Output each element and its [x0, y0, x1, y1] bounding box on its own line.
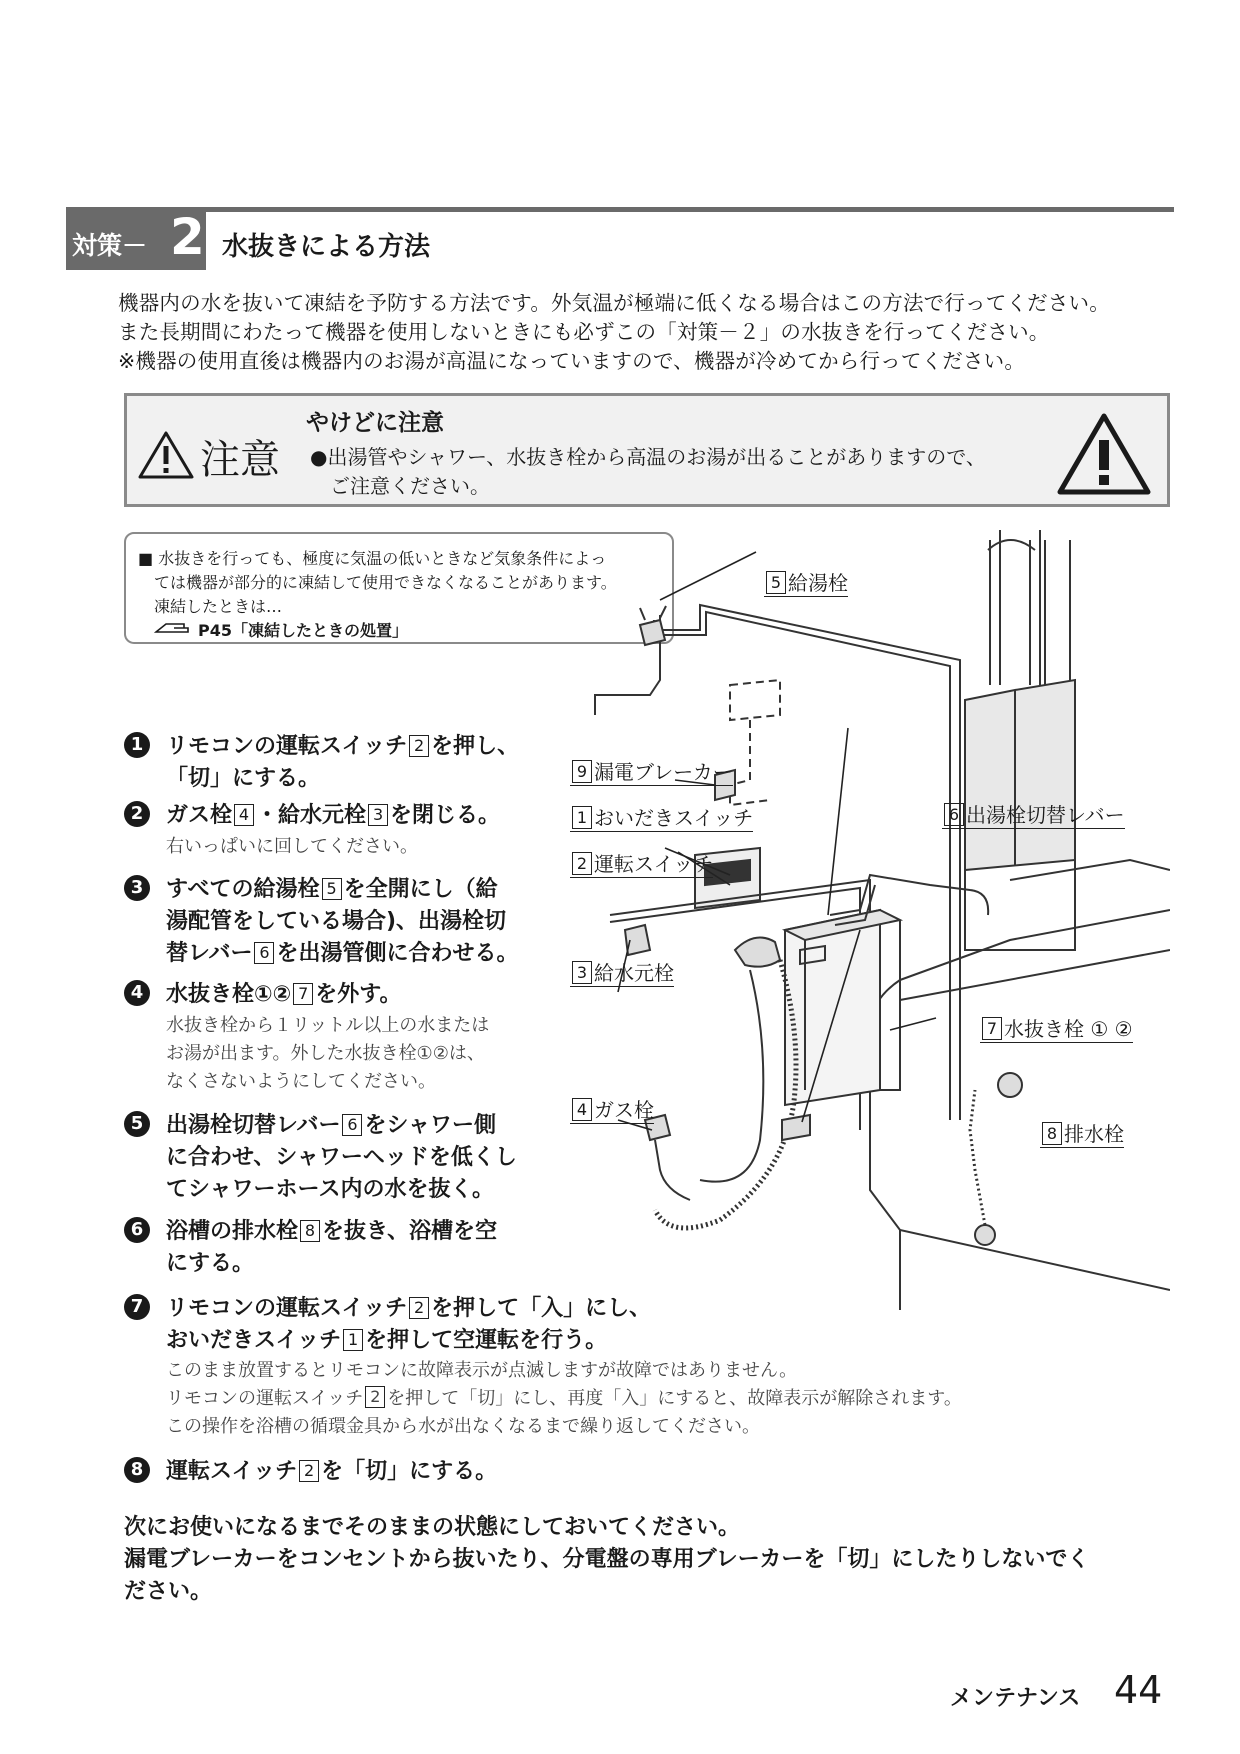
ref-box: 7 [293, 983, 313, 1005]
step-1-number: 1 [124, 732, 150, 758]
step-2-number: 2 [124, 801, 150, 827]
callout-bath-drain [1040, 1118, 1124, 1147]
step-5-line-2: に合わせ、シャワーヘッドを低くし [166, 1145, 517, 1170]
step-1-text: リモコンの運転スイッチ [166, 734, 408, 759]
step-7-number: 7 [124, 1294, 150, 1320]
step-3-line-1 [166, 872, 498, 903]
caution-text-1: ●出湯管やシャワー、水抜き栓から高温のお湯が出ることがありますので、 [310, 445, 986, 469]
step-2-text: ・給水元栓 [256, 803, 367, 828]
step-7-text: おいだきスイッチ [166, 1328, 342, 1353]
callout-breaker [570, 756, 733, 785]
badge-prefix: 対策－ [72, 231, 148, 260]
ref-box: 5 [322, 878, 342, 900]
section-badge [66, 208, 206, 270]
caution-heading: やけどに注意 [306, 410, 444, 436]
intro-line-1: 機器内の水を抜いて凍結を予防する方法です。外気温が極端に低くなる場合はこの方法で行ってください。 [118, 291, 1110, 315]
ref-box: 8 [300, 1220, 320, 1242]
ref-box: 5 [766, 571, 786, 594]
step-4-number: 4 [124, 980, 150, 1006]
callout-label: 運転スイッチ [594, 852, 714, 876]
step-4-sub-1: 水抜き栓から１リットル以上の水または [166, 1015, 490, 1036]
water-heater-diagram [570, 530, 1170, 1320]
ref-box: 3 [572, 961, 592, 984]
step-7-sub-1: このまま放置するとリモコンに故障表示が点滅しますが故障ではありません。 [166, 1360, 798, 1381]
ref-box: 2 [365, 1386, 385, 1408]
step-3-text: を出湯管側に合わせる。 [276, 941, 519, 966]
step-2-sub-1: 右いっぱいに回してください。 [166, 836, 418, 857]
step-3-text: を全開にし（給 [343, 877, 498, 902]
page-number: 44 [1114, 1668, 1163, 1712]
intro-line-3: ※機器の使用直後は機器内のお湯が高温になっていますので、機器が冷めてから行ってください。 [118, 349, 1026, 373]
step-3-text: 替レバー [166, 941, 253, 966]
step-2-text: ガス栓 [166, 803, 233, 828]
closing-line-2: 漏電ブレーカーをコンセントから抜いたり、分電盤の専用ブレーカーを「切」にしたりしないでく [124, 1547, 1090, 1572]
step-3-text: すべての給湯栓 [166, 877, 320, 902]
page-title: 水抜きによる方法 [222, 232, 431, 262]
step-7-text: を押して「入」にし、 [431, 1296, 652, 1321]
ref-box: 4 [572, 1098, 592, 1121]
ref-box: 6 [342, 1114, 362, 1136]
step-8-number: 8 [124, 1457, 150, 1483]
step-5-text: 出湯栓切替レバー [166, 1113, 341, 1138]
note-line-2: ては機器が部分的に凍結して使用できなくなることがあります。 [154, 573, 617, 592]
caution-label: 注意 [200, 437, 280, 483]
callout-label: 給水元栓 [594, 961, 674, 985]
step-6-line-1 [166, 1214, 497, 1245]
step-4-sub-3: なくさないようにしてください。 [166, 1071, 436, 1092]
ref-box: 3 [368, 804, 388, 826]
step-4-text: 水抜き栓①② [166, 982, 292, 1007]
callout-label: 漏電ブレーカー [594, 760, 733, 784]
step-7-sub-3: この操作を浴槽の循環金具から水が出なくなるまで繰り返してください。 [166, 1416, 760, 1437]
callout-label: 出湯栓切替レバー [966, 803, 1125, 827]
closing-line-1: 次にお使いになるまでそのままの状態にしておいてください。 [124, 1515, 741, 1540]
step-8-text: 運転スイッチ [166, 1459, 298, 1484]
step-7-text: リモコンの運転スイッチ [166, 1296, 408, 1321]
step-6-number: 6 [124, 1217, 150, 1243]
note-line-3: 凍結したときは… [154, 597, 283, 616]
callout-outlet-lever [942, 799, 1125, 828]
intro-line-2: また長期間にわたって機器を使用しないときにも必ずこの「対策－２」の水抜きを行ってください。 [118, 320, 1050, 344]
ref-box: 9 [572, 760, 592, 783]
step-4-line-1 [166, 977, 402, 1008]
step-7-line-2 [166, 1323, 607, 1354]
step-6-text: を抜き、浴槽を空 [322, 1219, 498, 1244]
ref-box: 8 [1042, 1122, 1062, 1145]
callout-label: おいだきスイッチ [594, 806, 754, 830]
ref-box: 7 [982, 1017, 1002, 1040]
ref-box: 1 [572, 806, 592, 829]
step-4-sub-2: お湯が出ます。外した水抜き栓①②は、 [166, 1043, 485, 1064]
step-1-line-1 [166, 729, 519, 760]
note-line-1: ■ 水抜きを行っても、極度に気温の低いときなど気象条件によっ [138, 549, 607, 568]
header-rule [66, 207, 1174, 212]
callout-supply-valve [570, 957, 674, 986]
pointing-hand-icon [154, 618, 194, 638]
step-8-line-1 [166, 1454, 497, 1485]
ref-box: 2 [409, 735, 429, 757]
ref-box: 4 [234, 804, 254, 826]
step-3-number: 3 [124, 875, 150, 901]
callout-run-switch [570, 848, 713, 877]
ref-box: 6 [254, 942, 274, 964]
footer-section: メンテナンス [950, 1686, 1081, 1711]
callout-drain-plugs [980, 1013, 1133, 1042]
step-5-line-1 [166, 1108, 496, 1139]
step-6-line-2: にする。 [166, 1251, 255, 1276]
step-7-sub-2 [166, 1384, 962, 1410]
step-2-line-1 [166, 798, 500, 829]
step-7-text: を押して空運転を行う。 [365, 1328, 608, 1353]
callout-label: 給湯栓 [788, 571, 848, 595]
step-5-line-3: てシャワーホース内の水を抜く。 [166, 1177, 495, 1202]
callout-label: ガス栓 [594, 1098, 654, 1122]
step-7-subtext: リモコンの運転スイッチ [166, 1388, 364, 1409]
step-3-line-2: 湯配管をしている場合)、出湯栓切 [166, 909, 507, 934]
step-4-text: を外す。 [315, 982, 402, 1007]
warning-large-icon [1056, 412, 1152, 496]
callout-label: 排水栓 [1064, 1122, 1124, 1146]
ref-box: 2 [409, 1297, 429, 1319]
ref-box: 2 [572, 852, 592, 875]
ref-box: 1 [343, 1329, 363, 1351]
ref-box: 2 [299, 1460, 319, 1482]
badge-number: 2 [170, 208, 205, 266]
callout-reheat-switch [570, 802, 753, 831]
warning-small-icon [138, 430, 194, 480]
step-7-subtext: を押して「切」にし、再度「入」にすると、故障表示が解除されます。 [387, 1388, 962, 1409]
callout-hot-water-tap [764, 567, 848, 596]
note-reference-link[interactable]: P45「凍結したときの処置」 [198, 621, 408, 640]
callout-gas-valve [570, 1094, 654, 1123]
step-2-text: を閉じる。 [390, 803, 501, 828]
step-1-text: を押し、 [431, 734, 520, 759]
step-6-text: 浴槽の排水栓 [166, 1219, 299, 1244]
step-8-text: を「切」にする。 [321, 1459, 498, 1484]
ref-box: 6 [944, 803, 964, 826]
callout-label: 水抜き栓 ① ② [1004, 1017, 1133, 1041]
step-3-line-3 [166, 936, 518, 967]
caution-text-2: ご注意ください。 [330, 474, 490, 498]
step-1-line-2: 「切」にする。 [166, 766, 321, 791]
step-5-number: 5 [124, 1111, 150, 1137]
step-5-text: をシャワー側 [364, 1113, 497, 1138]
closing-line-3: ださい。 [124, 1579, 213, 1604]
